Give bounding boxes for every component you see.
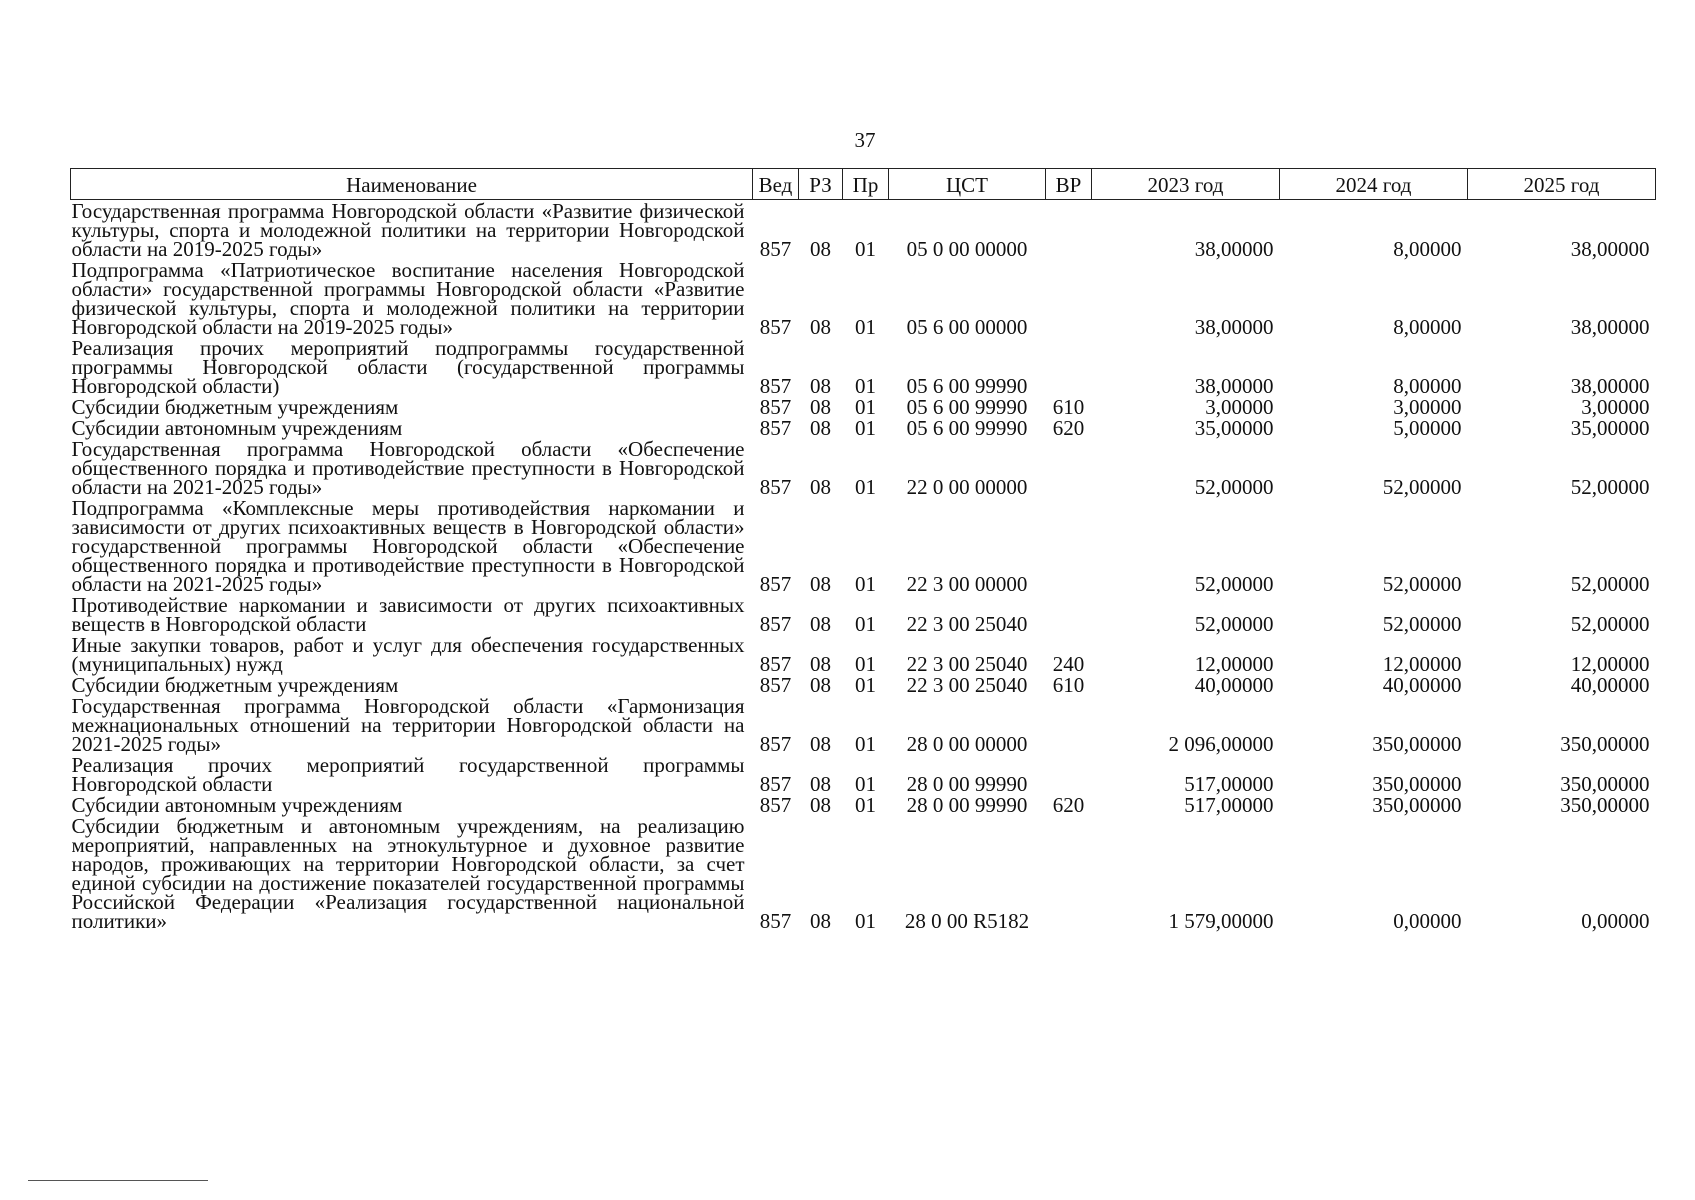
cell-rz: 08	[810, 475, 831, 499]
cell-pr: 01	[855, 772, 876, 796]
cell-name: Государственная программа Новгородской области «Обеспечение общественного порядка и противодействие преступности в Новгородской области на 2021-2025 годы»	[71, 437, 745, 499]
cell-2025: 35,00000	[1570, 416, 1650, 440]
cell-2024: 8,00000	[1393, 237, 1462, 261]
cell-cst: 05 6 00 99990	[906, 395, 1028, 419]
cell-name: Субсидии бюджетным учреждениям	[71, 673, 399, 697]
header-rz: РЗ	[799, 169, 843, 200]
cell-rz: 08	[810, 572, 831, 596]
header-cst: ЦСТ	[889, 169, 1046, 200]
header-row	[71, 169, 1656, 200]
cell-cst: 22 3 00 25040	[906, 673, 1028, 697]
table-row	[71, 259, 1656, 337]
cell-vr	[1046, 815, 1092, 931]
cell-cst: 22 3 00 25040	[906, 612, 1028, 636]
cell-pr: 01	[855, 237, 876, 261]
footer-divider	[28, 1180, 208, 1181]
cell-name: Подпрограмма «Комплексные меры противодействия наркомании и зависимости от других психоактивных веществ в Новгородской области» государственной программы Новгородской области «Обеспечение общественного порядка и противодействие преступности в Новгородской области на 2021-2025 годы»	[71, 496, 745, 596]
cell-2023: 38,00000	[1194, 315, 1274, 339]
cell-2025: 12,00000	[1570, 652, 1650, 676]
cell-2023: 38,00000	[1194, 237, 1274, 261]
table-row	[71, 674, 1656, 695]
budget-table	[70, 168, 1656, 931]
cell-vr: 620	[1052, 416, 1085, 440]
cell-name: Государственная программа Новгородской области «Гармонизация межнациональных отношений на территории Новгородской области на 2021-2025 годы»	[71, 694, 745, 756]
cell-ved: 857	[759, 909, 792, 933]
table-row	[71, 695, 1656, 754]
cell-vr	[1046, 259, 1092, 337]
cell-2023: 2 096,00000	[1168, 732, 1274, 756]
cell-2025: 350,00000	[1560, 732, 1650, 756]
cell-pr: 01	[855, 793, 876, 817]
cell-2024: 52,00000	[1382, 572, 1462, 596]
cell-pr: 01	[855, 315, 876, 339]
cell-2023: 52,00000	[1194, 572, 1274, 596]
table-row	[71, 754, 1656, 794]
cell-cst: 28 0 00 99990	[906, 793, 1028, 817]
cell-ved: 857	[759, 395, 792, 419]
table-row	[71, 438, 1656, 497]
header-pr: Пр	[843, 169, 889, 200]
cell-2023: 517,00000	[1184, 772, 1274, 796]
cell-2024: 40,00000	[1382, 673, 1462, 697]
cell-cst: 05 0 00 00000	[906, 237, 1028, 261]
cell-ved: 857	[759, 732, 792, 756]
cell-ved: 857	[759, 572, 792, 596]
table-row	[71, 417, 1656, 438]
header-vr: ВР	[1046, 169, 1092, 200]
cell-name: Реализация прочих мероприятий подпрограммы государственной программы Новгородской области (государственной программы Новгородской области)	[71, 336, 745, 398]
cell-ved: 857	[759, 612, 792, 636]
cell-2024: 52,00000	[1382, 612, 1462, 636]
cell-2023: 1 579,00000	[1168, 909, 1274, 933]
cell-name: Субсидии бюджетным и автономным учреждениям, на реализацию мероприятий, направленных на этнокультурное и духовное развитие народов, проживающих на территории Новгородской области, за счет единой субсидии на достижение показателей государственной программы Российской Федерации «Реализация государственной национальной политики»	[71, 814, 745, 933]
cell-cst: 28 0 00 R5182	[904, 909, 1030, 933]
cell-name: Реализация прочих мероприятий государственной программы Новгородской области	[71, 753, 745, 796]
table-row	[71, 815, 1656, 931]
cell-2025: 38,00000	[1570, 374, 1650, 398]
cell-pr: 01	[855, 572, 876, 596]
header-name: Наименование	[71, 169, 753, 200]
cell-vr	[1046, 754, 1092, 794]
cell-2024: 8,00000	[1393, 374, 1462, 398]
cell-2024: 12,00000	[1382, 652, 1462, 676]
cell-2025: 3,00000	[1581, 395, 1650, 419]
cell-rz: 08	[810, 772, 831, 796]
cell-ved: 857	[759, 416, 792, 440]
cell-2025: 350,00000	[1560, 793, 1650, 817]
cell-cst: 22 0 00 00000	[906, 475, 1028, 499]
cell-2025: 52,00000	[1570, 572, 1650, 596]
cell-cst: 05 6 00 00000	[906, 315, 1028, 339]
header-2023: 2023 год	[1092, 169, 1280, 200]
cell-ved: 857	[759, 793, 792, 817]
page-number: 37	[854, 128, 876, 152]
cell-vr	[1046, 337, 1092, 396]
table-header	[71, 169, 1656, 200]
cell-rz: 08	[810, 909, 831, 933]
cell-2025: 40,00000	[1570, 673, 1650, 697]
cell-cst: 28 0 00 99990	[906, 772, 1028, 796]
cell-rz: 08	[810, 374, 831, 398]
cell-name: Противодействие наркомании и зависимости от других психоактивных веществ в Новгородской области	[71, 593, 745, 636]
cell-pr: 01	[855, 416, 876, 440]
cell-rz: 08	[810, 416, 831, 440]
cell-name: Государственная программа Новгородской области «Развитие физической культуры, спорта и молодежной политики на территории Новгородской области на 2019-2025 годы»	[71, 199, 745, 261]
cell-rz: 08	[810, 315, 831, 339]
cell-vr	[1046, 594, 1092, 634]
cell-vr	[1046, 200, 1092, 260]
table-body	[71, 200, 1656, 932]
cell-cst: 22 3 00 00000	[906, 572, 1028, 596]
cell-2024: 350,00000	[1372, 772, 1462, 796]
cell-vr	[1046, 497, 1092, 594]
cell-pr: 01	[855, 909, 876, 933]
cell-rz: 08	[810, 673, 831, 697]
cell-2025: 0,00000	[1581, 909, 1650, 933]
cell-rz: 08	[810, 395, 831, 419]
cell-rz: 08	[810, 612, 831, 636]
cell-name: Иные закупки товаров, работ и услуг для обеспечения государственных (муниципальных) нужд	[71, 633, 745, 676]
cell-2023: 517,00000	[1184, 793, 1274, 817]
cell-2023: 38,00000	[1194, 374, 1274, 398]
cell-2025: 350,00000	[1560, 772, 1650, 796]
cell-2023: 12,00000	[1194, 652, 1274, 676]
cell-rz: 08	[810, 652, 831, 676]
cell-2025: 38,00000	[1570, 315, 1650, 339]
cell-vr	[1046, 438, 1092, 497]
cell-vr: 610	[1052, 673, 1085, 697]
table-row	[71, 497, 1656, 594]
cell-2024: 52,00000	[1382, 475, 1462, 499]
cell-pr: 01	[855, 612, 876, 636]
cell-2025: 52,00000	[1570, 475, 1650, 499]
cell-name: Субсидии автономным учреждениям	[71, 793, 403, 817]
cell-name: Субсидии автономным учреждениям	[71, 416, 403, 440]
cell-2023: 52,00000	[1194, 612, 1274, 636]
cell-ved: 857	[759, 673, 792, 697]
cell-2023: 35,00000	[1194, 416, 1274, 440]
header-ved: Вед	[753, 169, 799, 200]
cell-vr: 620	[1052, 793, 1085, 817]
cell-cst: 28 0 00 00000	[906, 732, 1028, 756]
cell-cst: 22 3 00 25040	[906, 652, 1028, 676]
cell-ved: 857	[759, 772, 792, 796]
cell-vr: 240	[1052, 652, 1085, 676]
cell-2023: 40,00000	[1194, 673, 1274, 697]
cell-pr: 01	[855, 652, 876, 676]
cell-2024: 3,00000	[1393, 395, 1462, 419]
cell-ved: 857	[759, 475, 792, 499]
header-2025: 2025 год	[1468, 169, 1656, 200]
cell-ved: 857	[759, 237, 792, 261]
cell-2025: 38,00000	[1570, 237, 1650, 261]
cell-ved: 857	[759, 315, 792, 339]
cell-pr: 01	[855, 395, 876, 419]
cell-rz: 08	[810, 793, 831, 817]
cell-2024: 8,00000	[1393, 315, 1462, 339]
cell-cst: 05 6 00 99990	[906, 374, 1028, 398]
cell-cst: 05 6 00 99990	[906, 416, 1028, 440]
cell-2024: 0,00000	[1393, 909, 1462, 933]
table-row	[71, 634, 1656, 674]
cell-ved: 857	[759, 652, 792, 676]
table-row	[71, 200, 1656, 260]
cell-rz: 08	[810, 237, 831, 261]
cell-ved: 857	[759, 374, 792, 398]
cell-2023: 3,00000	[1205, 395, 1274, 419]
cell-pr: 01	[855, 673, 876, 697]
cell-2024: 350,00000	[1372, 793, 1462, 817]
table-row	[71, 396, 1656, 417]
cell-2024: 350,00000	[1372, 732, 1462, 756]
cell-vr: 610	[1052, 395, 1085, 419]
cell-vr	[1046, 695, 1092, 754]
table-row	[71, 594, 1656, 634]
cell-2025: 52,00000	[1570, 612, 1650, 636]
table-row	[71, 337, 1656, 396]
cell-2023: 52,00000	[1194, 475, 1274, 499]
cell-pr: 01	[855, 475, 876, 499]
cell-name: Подпрограмма «Патриотическое воспитание населения Новгородской области» государственной программы Новгородской области «Развитие физической культуры, спорта и молодежной политики на территории Новгородской области на 2019-2025 годы»	[71, 258, 745, 339]
cell-rz: 08	[810, 732, 831, 756]
table-row	[71, 794, 1656, 815]
header-2024: 2024 год	[1280, 169, 1468, 200]
cell-name: Субсидии бюджетным учреждениям	[71, 395, 399, 419]
cell-2024: 5,00000	[1393, 416, 1462, 440]
cell-pr: 01	[855, 732, 876, 756]
cell-pr: 01	[855, 374, 876, 398]
